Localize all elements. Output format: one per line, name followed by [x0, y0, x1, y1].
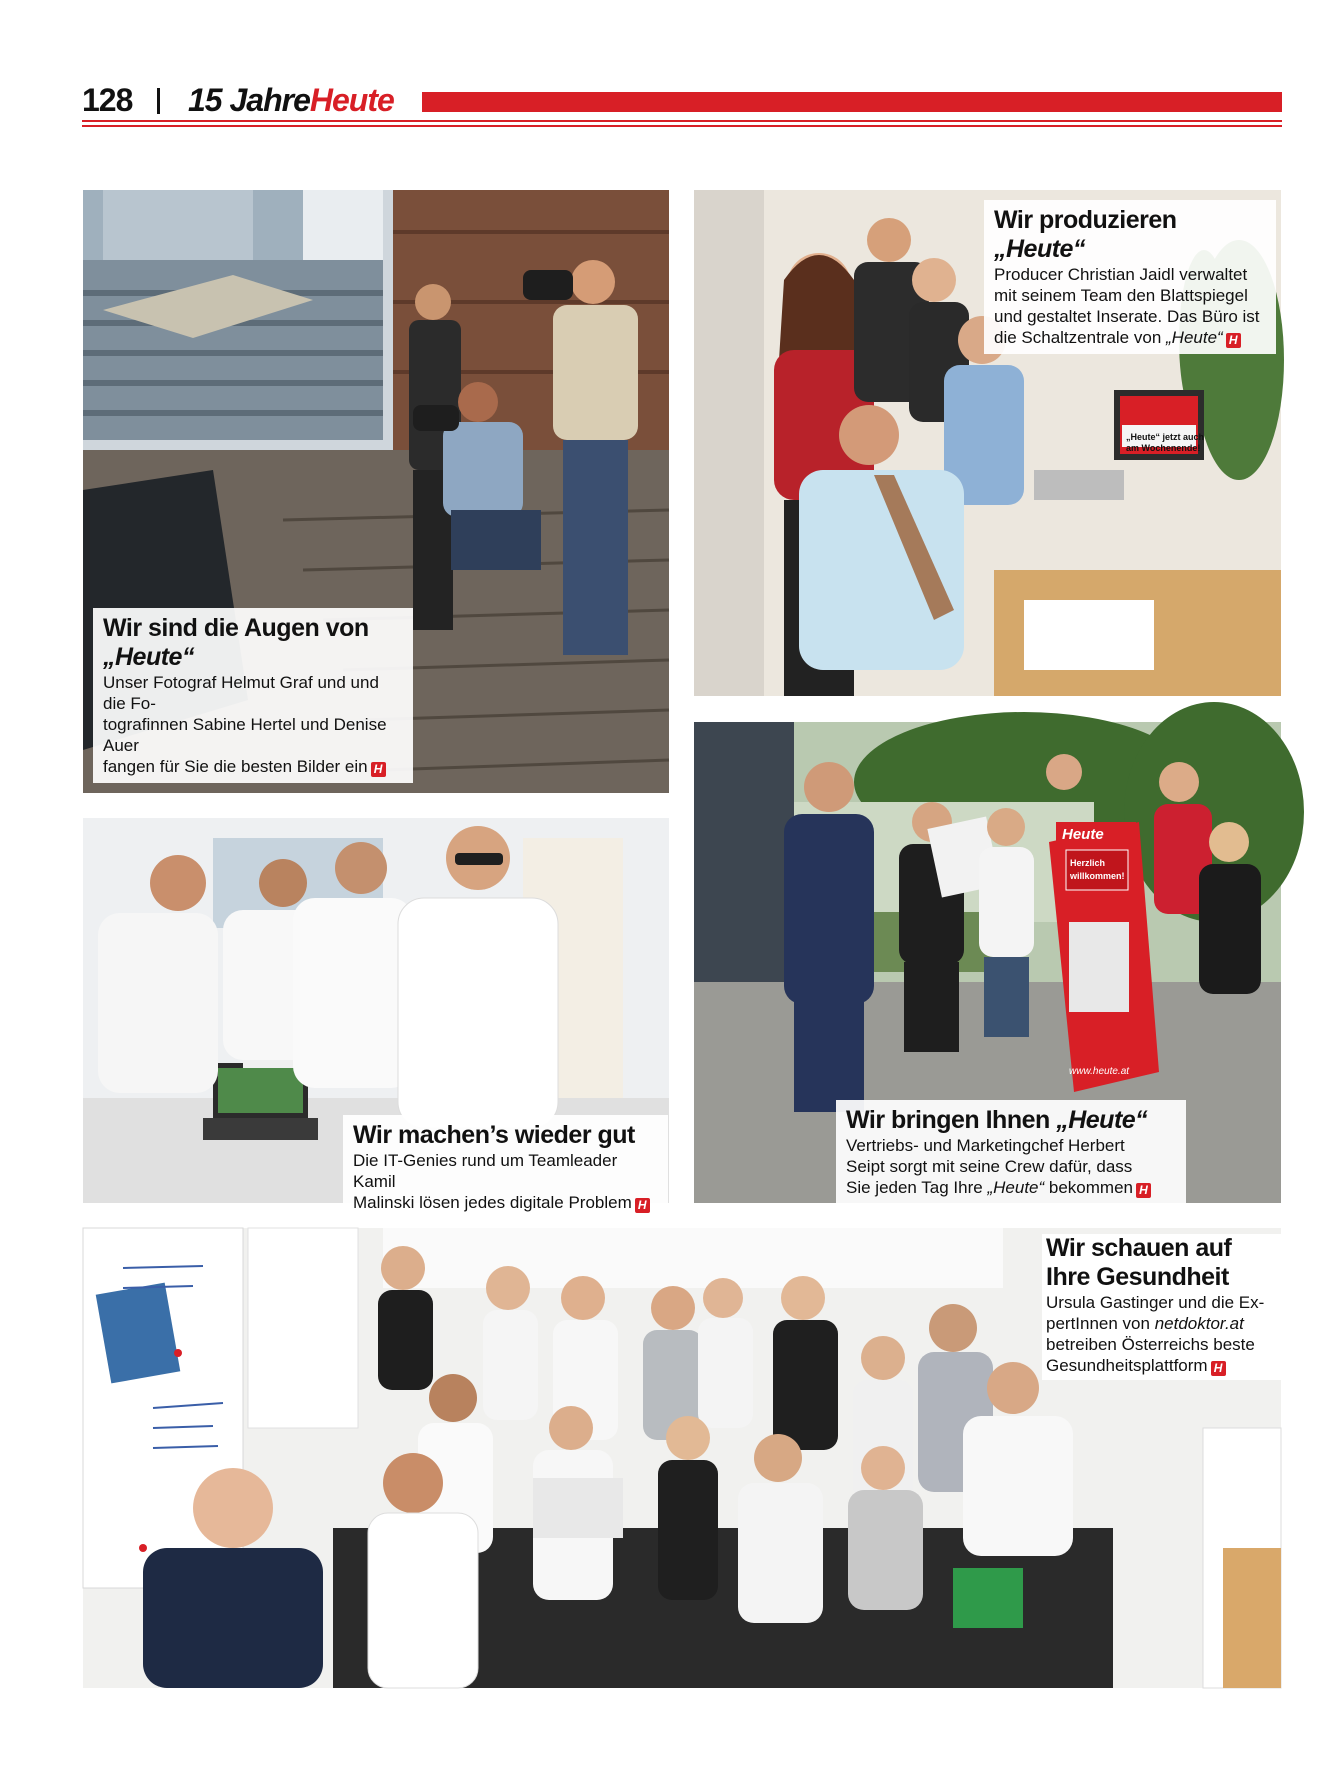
caption-line: pertInnen von: [1046, 1314, 1155, 1333]
header-rule: [82, 120, 1282, 122]
title-prefix: 15 Jahre: [188, 82, 310, 118]
caption-line: Unser Fotograf Helmut Graf und und die Fo-: [103, 673, 379, 713]
caption-line-end: bekommen: [1044, 1178, 1133, 1197]
caption-line: Producer Christian Jaidl verwaltet: [994, 265, 1248, 284]
screen-headline: „Heute“ jetzt auch: [1126, 432, 1205, 442]
caption-line: die Schaltzentrale von: [994, 328, 1166, 347]
caption-line: Ursula Gastinger und die Ex-: [1046, 1293, 1265, 1312]
caption-it-team: [343, 1115, 668, 1219]
caption-line: fangen für Sie die besten Bilder ein: [103, 757, 368, 776]
header-separator: [157, 88, 160, 114]
photo-it-team: [83, 818, 669, 1212]
caption-distribution: [836, 1100, 1186, 1204]
caption-line: betreiben Österreichs beste: [1046, 1335, 1255, 1354]
caption-line: tografinnen Sabine Hertel und Denise Auer: [103, 715, 387, 755]
caption-line: Sie jeden Tag Ihre: [846, 1178, 988, 1197]
heute-logo-mark: H: [371, 762, 386, 777]
header-red-bar: [422, 92, 1282, 112]
caption-line: Gesundheitsplattform: [1046, 1356, 1208, 1375]
caption-heading: Wir produzieren „Heute“: [994, 206, 1177, 263]
photo-distribution: [694, 722, 1281, 1203]
caption-heading: Wir machen’s wieder gut: [353, 1121, 635, 1149]
caption-line: Seipt sorgt mit seine Crew dafür, dass: [846, 1157, 1133, 1176]
screen-headline-2: am Wochenende!: [1126, 443, 1201, 453]
box-url-text: www.heute.at: [1069, 1066, 1130, 1077]
caption-heading-2: Ihre Gesundheit: [1046, 1263, 1229, 1291]
page-number: 128: [82, 82, 133, 118]
box-brand-text: Heute: [1062, 826, 1104, 843]
caption-emphasis: netdoktor.at: [1154, 1314, 1244, 1333]
page-header: [82, 80, 1282, 130]
caption-line: mit seinem Team den Blattspiegel: [994, 286, 1248, 305]
caption-photographers: [93, 608, 413, 783]
heute-logo-mark: H: [1211, 1361, 1226, 1376]
section-title: [188, 82, 394, 119]
box-sign-text: Herzlich: [1070, 858, 1106, 868]
title-brand: Heute: [309, 82, 394, 118]
caption-line: Vertriebs- und Marketingchef Herbert: [846, 1136, 1125, 1155]
caption-line: und gestaltet Inserate. Das Büro ist: [994, 307, 1260, 326]
caption-emphasis: „Heute“: [1166, 328, 1223, 347]
box-sign-text-2: willkommen!: [1070, 871, 1125, 881]
caption-heading: Wir schauen auf: [1046, 1234, 1232, 1262]
caption-heading: Wir bringen Ihnen „Heute“: [846, 1106, 1148, 1134]
caption-line: Malinski lösen jedes digitale Problem: [353, 1193, 632, 1212]
caption-line: Die IT-Genies rund um Teamleader Kamil: [353, 1151, 618, 1191]
header-rule-2: [82, 125, 1282, 127]
caption-heading: Wir sind die Augen von „Heute“: [103, 614, 369, 671]
heute-logo-mark: H: [1136, 1183, 1151, 1198]
heute-logo-mark: H: [635, 1198, 650, 1213]
caption-emphasis: „Heute“: [987, 1178, 1045, 1197]
photo-photographers: [83, 190, 669, 793]
caption-health-team: [1042, 1234, 1290, 1380]
heute-logo-mark: H: [1226, 333, 1241, 348]
photo-production: [694, 190, 1281, 696]
caption-production: [984, 200, 1276, 354]
